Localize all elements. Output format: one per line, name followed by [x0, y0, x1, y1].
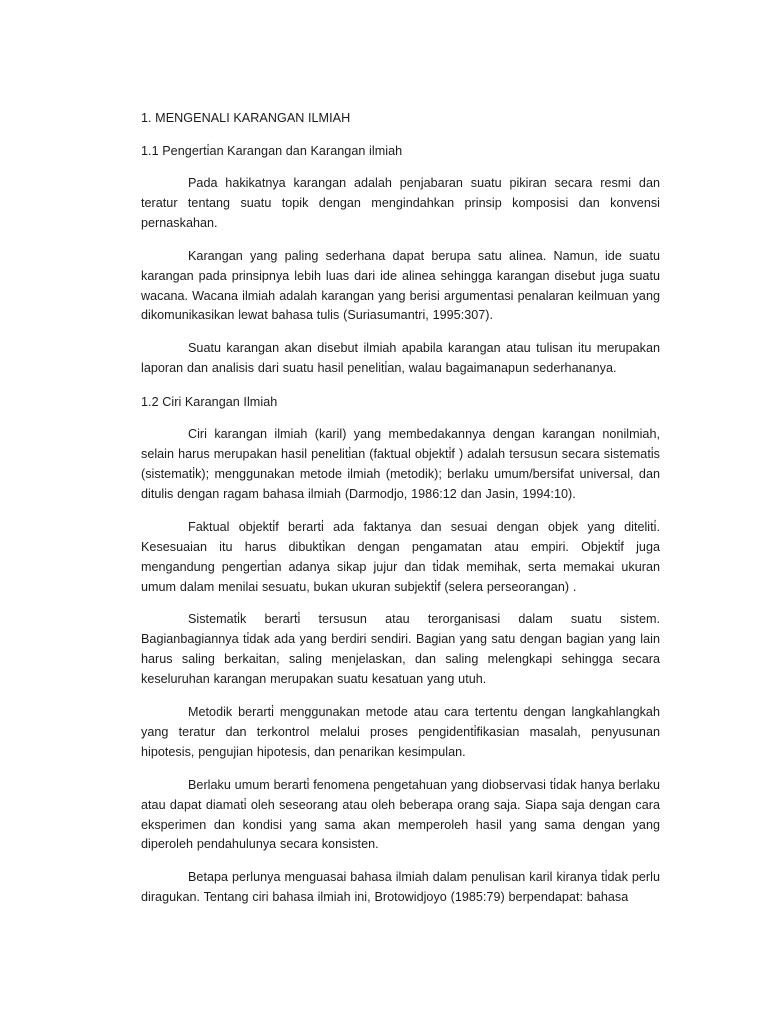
paragraph: Ciri karangan ilmiah (karil) yang membedakannya dengan karangan nonilmiah, selain harus merupakan hasil peneliti̇an (faktual objekti̇f ) adalah tersusun secara sistemati̇s (sistemati̇k); menggunakan metode ilmiah (metodik); berlaku umum/bersifat universal, dan ditulis dengan ragam bahasa ilmiah (Darmodjo, 1986:12 dan Jasin, 1994:10). — [141, 427, 660, 501]
paragraph: Karangan yang paling sederhana dapat berupa satu alinea. Namun, ide suatu karangan pada prinsipnya lebih luas dari ide alinea sehingga karangan disebut juga suatu wacana. Wacana ilmiah adalah karangan yang berisi argumentasi penalaran keilmuan yang dikomunikasikan lewat bahasa tulis (Suriasumantri, 1995:307). — [141, 248, 660, 323]
paragraph: Metodik berarti̇ menggunakan metode atau cara tertentu dengan langkahlangkah yang teratur dan terkontrol melalui proses pengidenti̇fikasian masalah, penyusunan hipotesis, pengujian hipotesis, dan penarikan kesimpulan. — [141, 705, 660, 759]
document-body — [141, 108, 660, 908]
paragraph: Pada hakikatnya karangan adalah penjabaran suatu pikiran secara resmi dan teratur tentang suatu topik dengan mengindahkan prinsip komposisi dan konvensi pernaskahan. — [141, 176, 660, 230]
section-heading-1-1: 1.1 Pengerti̇an Karangan dan Karangan ilmiah — [141, 144, 403, 158]
paragraph: Suatu karangan akan disebut ilmiah apabila karangan atau tulisan itu merupakan laporan dan analisis dari suatu hasil peneliti̇an, walau bagaimanapun sederhananya. — [141, 341, 660, 376]
paragraph: Faktual objekti̇f berarti̇ ada faktanya dan sesuai dengan objek yang diteliti̇. Kesesuaian itu harus dibukti̇kan dengan pengamatan atau empiri. Objekti̇f juga mengandung pengerti̇an adanya sikap jujur dan ti̇dak memihak, serta memakai ukuran umum dalam menilai sesuatu, bukan ukuran subjekti̇f (selera perseorangan) . — [141, 519, 660, 594]
section-heading-1-2: 1.2 Ciri Karangan Ilmiah — [141, 395, 278, 410]
paragraph: Sistemati̇k berarti̇ tersusun atau terorganisasi dalam suatu sistem. Bagianbagiannya ti̇dak ada yang berdiri sendiri. Bagian yang satu dengan bagian yang lain harus saling berkaitan, saling menjelaskan, dan saling melengkapi sehingga secara keseluruhan karangan merupakan suatu kesatuan yang utuh. — [141, 612, 660, 687]
paragraph: Berlaku umum berarti̇ fenomena pengetahuan yang diobservasi ti̇dak hanya berlaku atau dapat diamati̇ oleh seseorang atau oleh beberapa orang saja. Siapa saja dengan cara eksperimen dan kondisi yang sama akan memperoleh hasil yang sama dengan yang diperoleh pendahulunya secara konsisten. — [141, 777, 660, 852]
paragraph-continued: Betapa perlunya menguasai bahasa ilmiah dalam penulisan karil kiranya ti̇dak perlu diragukan. Tentang ciri bahasa ilmiah ini, Brotowidjoyo (1985:79) berpendapat: bahasa — [141, 870, 660, 905]
chapter-heading: 1. MENGENALI KARANGAN ILMIAH — [141, 111, 351, 125]
